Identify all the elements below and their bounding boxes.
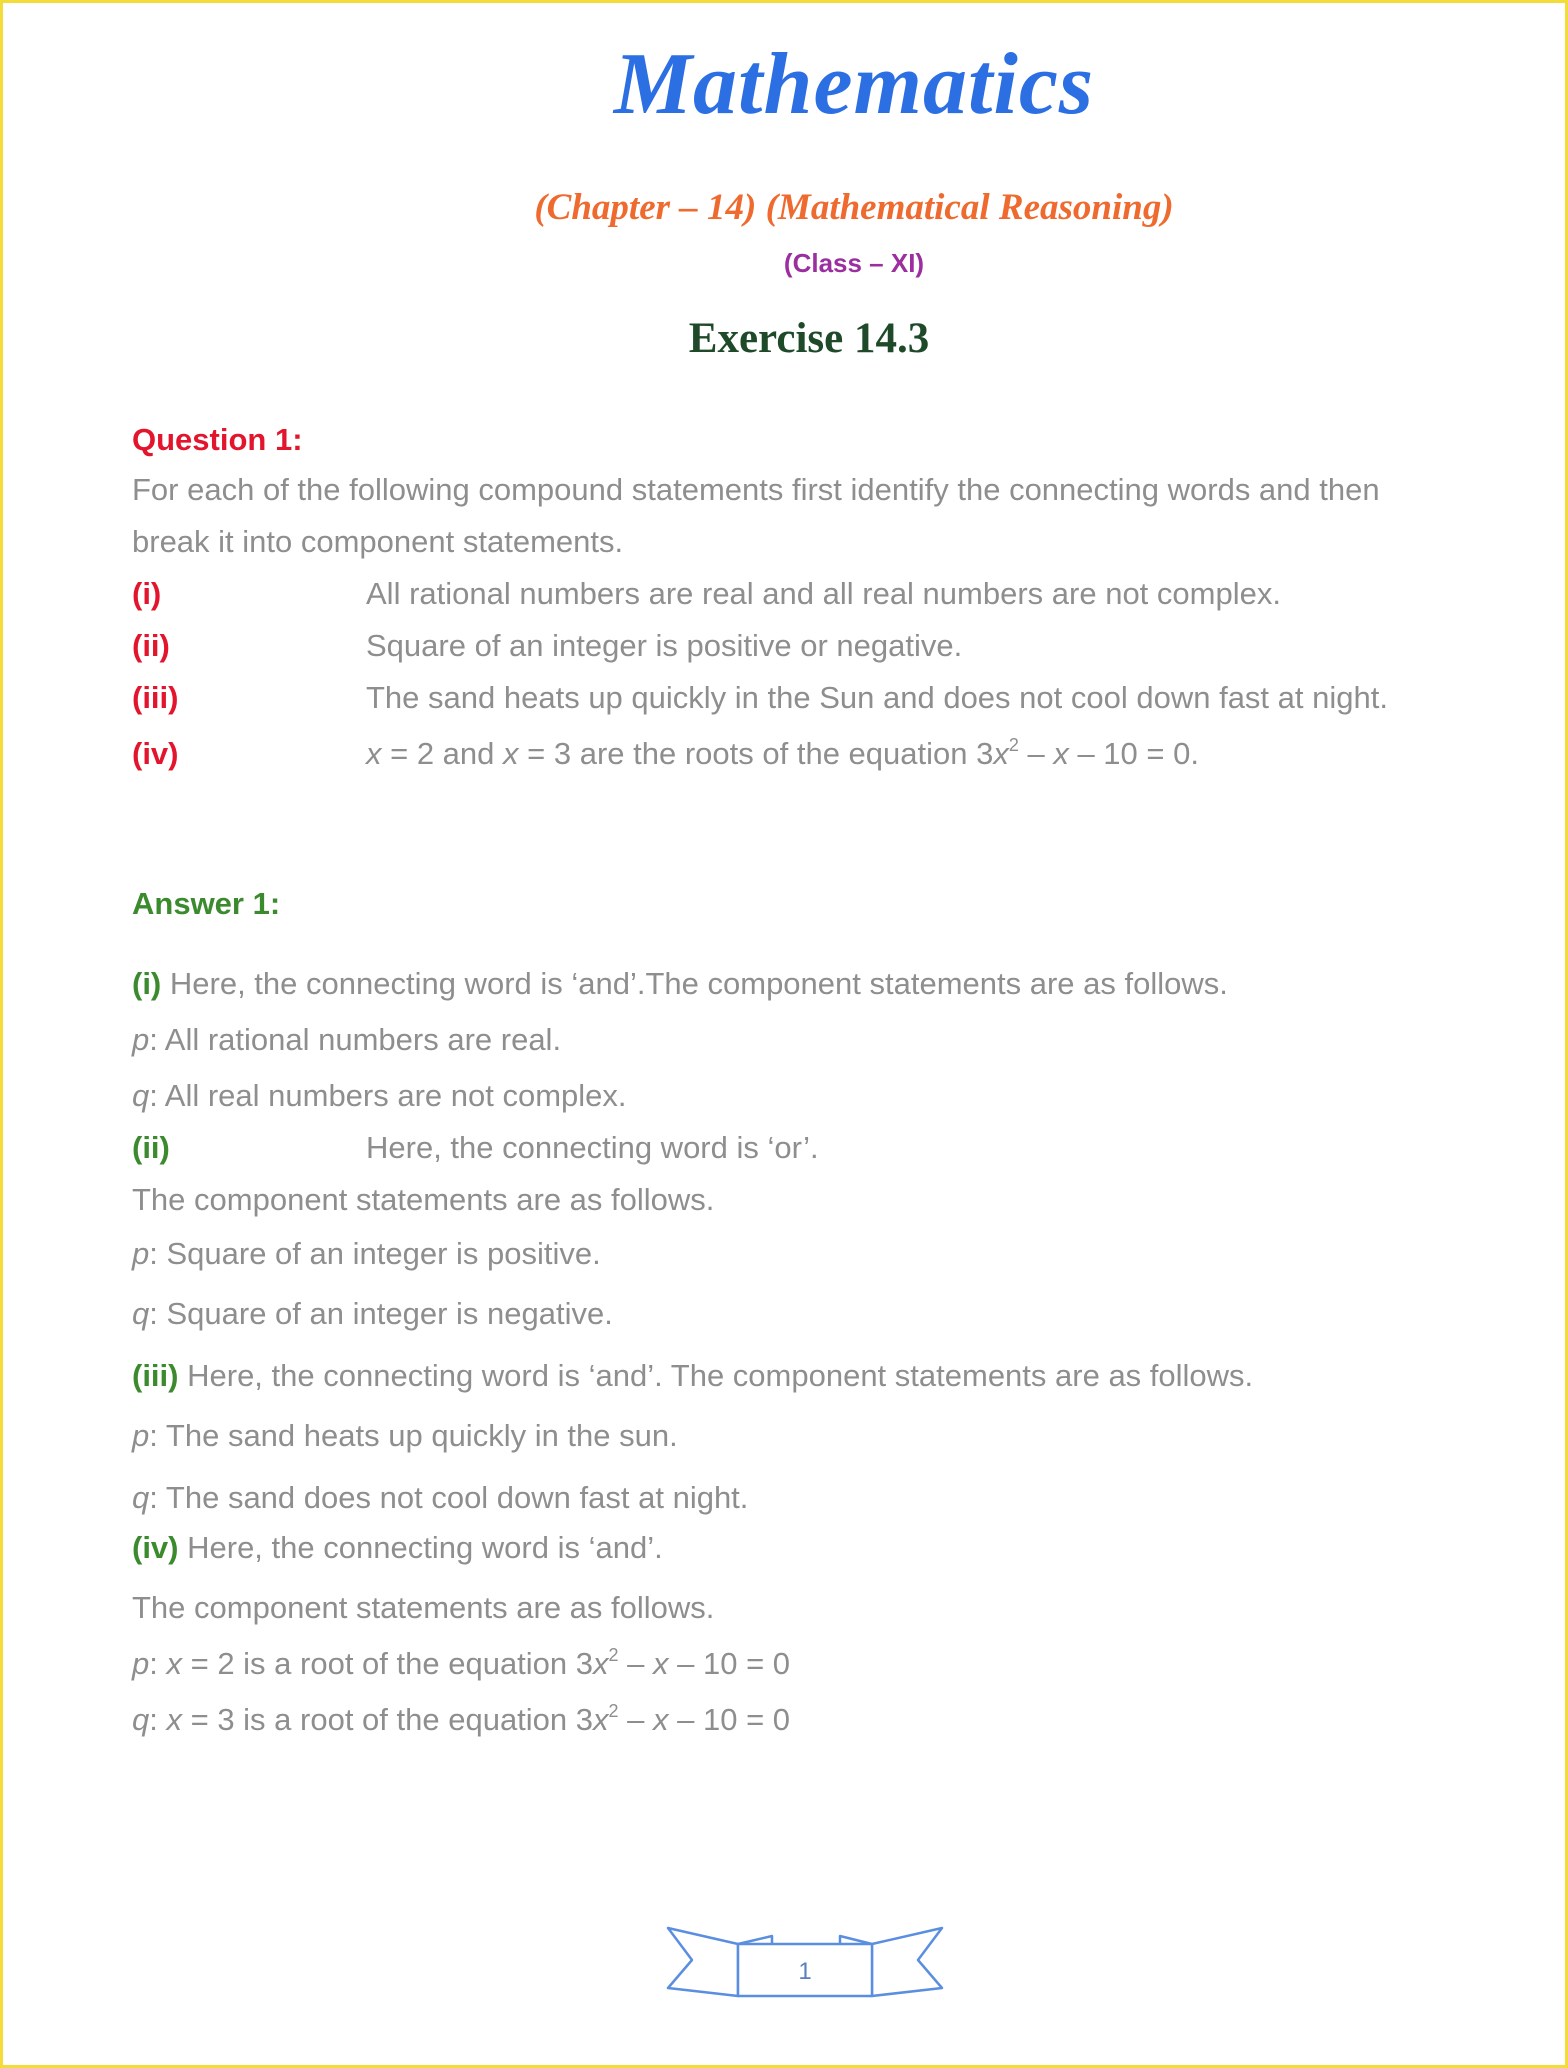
answer-part2-q: q: Square of an integer is negative. xyxy=(132,1296,613,1331)
item-text: Square of an integer is positive or negative. xyxy=(366,628,963,663)
answer-part1-intro: (i) Here, the connecting word is ‘and’.The component statements are as follows. xyxy=(132,966,1228,1001)
answer-label: (i) xyxy=(132,966,162,1001)
question-item xyxy=(132,576,1432,612)
page-number: 1 xyxy=(798,1958,812,1985)
answer-part4-intro: (iv) Here, the connecting word is ‘and’. xyxy=(132,1530,663,1565)
answer-label: (ii) xyxy=(132,1130,170,1165)
answer-label: (iv) xyxy=(132,1530,179,1565)
answer-heading: Answer 1: xyxy=(132,886,281,921)
answer-part4-p: p: x = 2 is a root of the equation $3x^2 - x - 10 = 0$ xyxy=(132,1645,791,1681)
item-label: (iii) xyxy=(132,680,179,715)
question-item xyxy=(132,680,1432,716)
answer-part4-follow: The component statements are as follows. xyxy=(132,1590,715,1625)
page-title: Mathematics xyxy=(613,36,1095,133)
item-text: All rational numbers are real and all real numbers are not complex. xyxy=(366,576,1281,611)
answer-part3-q: q: The sand does not cool down fast at night. xyxy=(132,1480,749,1515)
item-label: (iv) xyxy=(132,736,179,771)
answer-part3-p: p: The sand heats up quickly in the sun. xyxy=(132,1418,678,1453)
item-label: (i) xyxy=(132,576,162,611)
item-text: The sand heats up quickly in the Sun and does not cool down fast at night. xyxy=(366,680,1388,715)
answer-part2-follow: The component statements are as follows. xyxy=(132,1182,715,1217)
answer-part1-p: p: All rational numbers are real. xyxy=(132,1022,562,1057)
question-heading: Question 1: xyxy=(132,422,303,457)
question-item xyxy=(132,736,1432,772)
answer-part2-p: p: Square of an integer is positive. xyxy=(132,1236,601,1271)
answer-part3-intro: (iii) Here, the connecting word is ‘and’. The component statements are as follows. xyxy=(132,1358,1254,1393)
class-label: (Class – XI) xyxy=(783,248,925,278)
item-label: (ii) xyxy=(132,628,170,663)
answer-part2-intro: (ii) Here, the connecting word is ‘or’. xyxy=(132,1130,819,1165)
exercise-title: Exercise 14.3 xyxy=(688,315,930,362)
answer-label: (iii) xyxy=(132,1358,179,1393)
question-intro-line2: break it into component statements. xyxy=(132,524,624,559)
question-item xyxy=(132,628,1432,664)
question-intro-line1: For each of the following compound statements first identify the connecting words and then xyxy=(132,472,1380,507)
item-text: x = 2 and x = 3 are the roots of the equation $3x^2 - x - 10 = 0$. xyxy=(366,735,1199,771)
chapter-heading: (Chapter – 14) (Mathematical Reasoning) xyxy=(534,187,1174,228)
answer-part4-q: q: x = 3 is a root of the equation $3x^2 - x - 10 = 0$ xyxy=(132,1701,791,1737)
answer-part1-q: q: All real numbers are not complex. xyxy=(132,1078,627,1113)
